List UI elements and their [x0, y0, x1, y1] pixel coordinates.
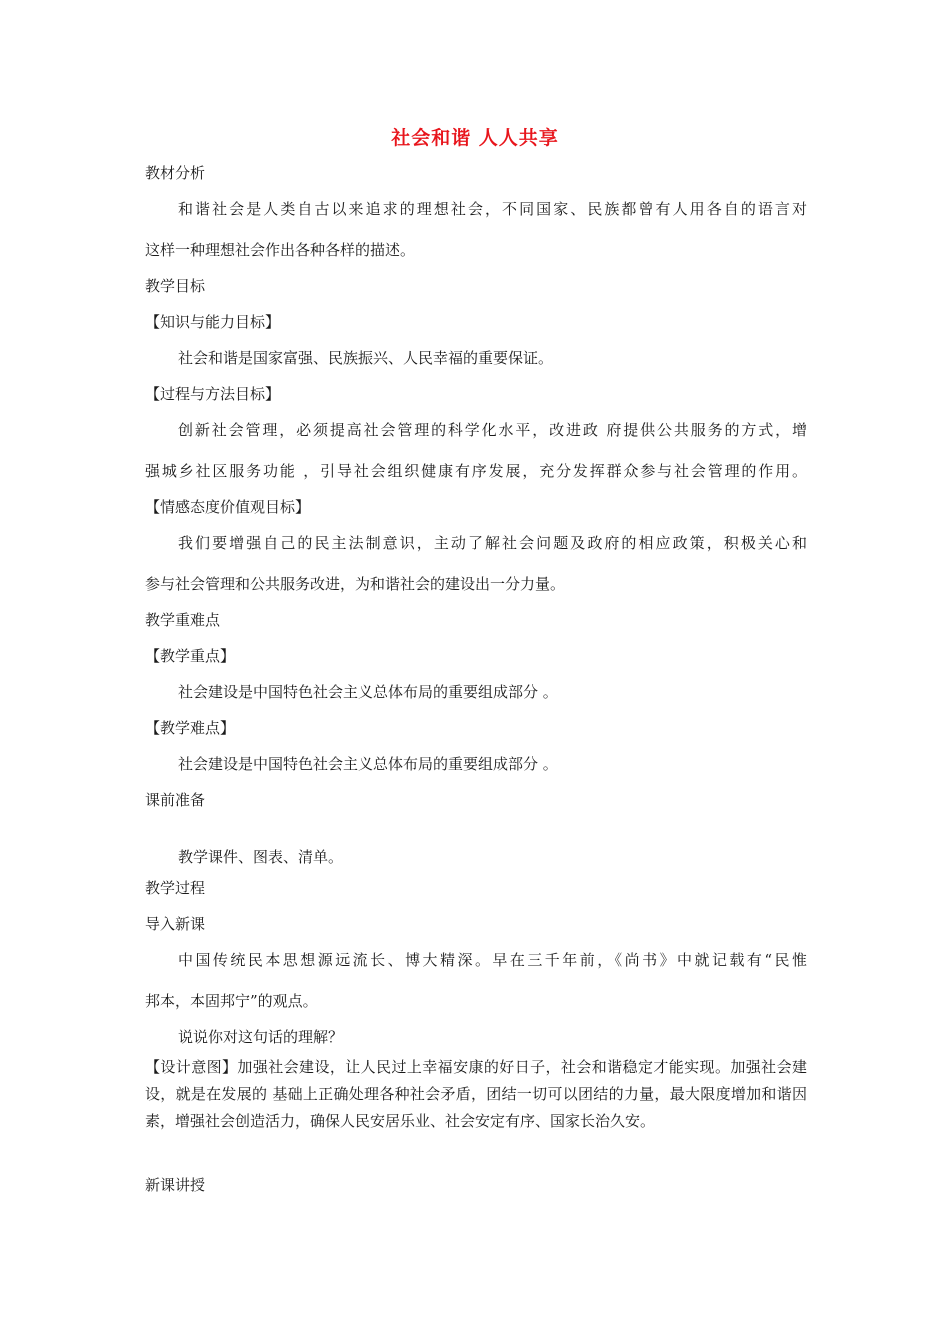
emotion-line-2: 参与社会管理和公共服务改进，为和谐社会的建设出一分力量。	[145, 575, 566, 593]
key-text: 社会建设是中国特色社会主义总体布局的重要组成部分 。	[178, 683, 558, 701]
document-title: 社会和谐 人人共享	[391, 127, 559, 149]
section-heading-process: 教学过程	[145, 879, 206, 897]
material-analysis-line-2: 这样一种理想社会作出各种各样的描述。	[145, 241, 416, 259]
section-heading-objectives: 教学目标	[145, 277, 206, 295]
subheading-knowledge: 【知识与能力目标】	[145, 313, 281, 331]
knowledge-text: 社会和谐是国家富强、民族振兴、人民幸福的重要保证。	[178, 349, 554, 367]
difficult-text: 社会建设是中国特色社会主义总体布局的重要组成部分 。	[178, 755, 558, 773]
preparation-text: 教学课件、图表、清单。	[178, 848, 344, 866]
subheading-process-method: 【过程与方法目标】	[145, 385, 281, 403]
section-heading-preparation: 课前准备	[145, 791, 206, 809]
material-analysis-line-1: 和谐社会是人类自古以来追求的理想社会，不同国家、民族都曾有人用各自的语言对	[178, 200, 807, 218]
intro-line-2: 邦本，本固邦宁”的观点。	[145, 992, 318, 1010]
emotion-line-1: 我们要增强自己的民主法制意识，主动了解社会问题及政府的相应政策，积极关心和	[178, 534, 807, 552]
section-heading-key-points: 教学重难点	[145, 611, 221, 629]
process-method-line-2: 强城乡社区服务功能 ，引导社会组织健康有序发展，充分发挥群众参与社会管理的作用。	[145, 462, 807, 480]
section-heading-new-lesson: 新课讲授	[145, 1176, 206, 1194]
intro-line-1: 中国传统民本思想源远流长、博大精深。早在三千年前，《尚书》中就记载有“民惟	[178, 951, 807, 969]
intro-question: 说说你对这句话的理解？	[178, 1028, 344, 1046]
subheading-intro: 导入新课	[145, 915, 206, 933]
design-intent-paragraph: 【设计意图】加强社会建设，让人民过上幸福安康的好日子，社会和谐稳定才能实现。加强社会建设，就是在发展的 基础上正确处理各种社会矛盾，团结一切可以团结的力量，最大限度增加和谐因素，增强社会创造活力，确保人民安居乐业、社会安定有序、国家长治久安。	[145, 1058, 807, 1130]
subheading-difficult: 【教学难点】	[145, 719, 236, 737]
subheading-key: 【教学重点】	[145, 647, 236, 665]
process-method-line-1: 创新社会管理，必须提高社会管理的科学化水平，改进政 府提供公共服务的方式，增	[178, 421, 807, 439]
subheading-emotion: 【情感态度价值观目标】	[145, 498, 311, 516]
section-heading-material-analysis: 教材分析	[145, 164, 206, 182]
